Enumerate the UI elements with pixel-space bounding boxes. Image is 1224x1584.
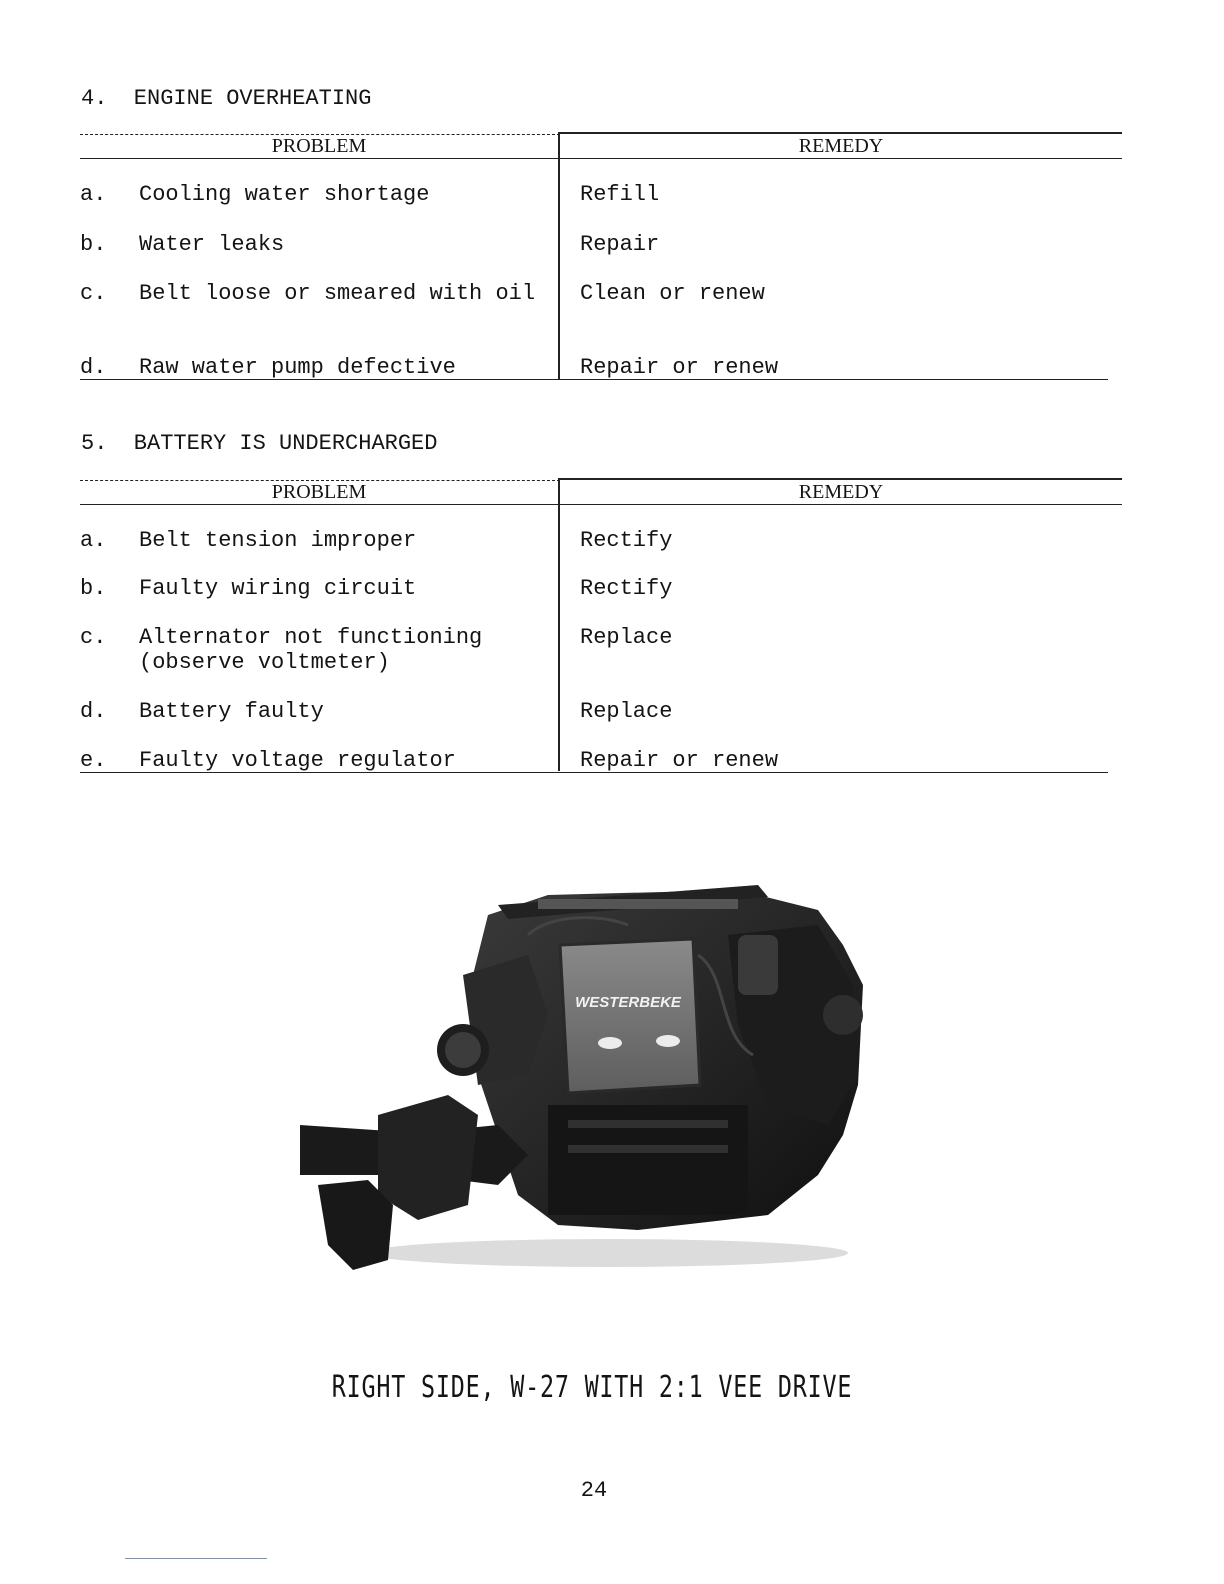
row-remedy: Repair or renew: [580, 748, 779, 773]
row-problem: Alternator not functioning (observe voltmeter): [139, 625, 483, 675]
row-remedy: Rectify: [580, 528, 673, 553]
row-problem: Belt loose or smeared with oil: [139, 281, 536, 306]
row-remedy: Replace: [580, 625, 673, 650]
column-header-remedy: REMEDY: [798, 135, 884, 157]
page-number: 24: [580, 1478, 608, 1503]
row-remedy: Refill: [580, 182, 660, 207]
table-column-divider: [558, 132, 560, 380]
troubleshooting-table-battery: [80, 480, 1122, 776]
engine-badge: WESTERBEKE: [575, 994, 681, 1011]
column-header-problem: PROBLEM: [271, 135, 367, 157]
engine-photo: [298, 875, 872, 1275]
table-rule-header: [80, 504, 1122, 505]
table-column-divider: [558, 478, 560, 771]
row-remedy: Rectify: [580, 576, 673, 601]
row-remedy: Repair: [580, 232, 660, 257]
row-remedy: Repair or renew: [580, 355, 779, 380]
row-letter: a.: [80, 182, 107, 207]
row-problem: Water leaks: [139, 232, 285, 257]
row-problem: Cooling water shortage: [139, 182, 430, 207]
row-letter: e.: [80, 748, 107, 773]
row-problem: Faulty voltage regulator: [139, 748, 456, 773]
column-header-remedy: REMEDY: [798, 481, 884, 503]
table-rule-bottom: [80, 379, 1108, 380]
footer-rule: [125, 1558, 267, 1559]
row-problem: Battery faulty: [139, 699, 324, 724]
row-problem: Belt tension improper: [139, 528, 417, 553]
row-problem: Raw water pump defective: [139, 355, 456, 380]
row-letter: c.: [80, 281, 107, 306]
row-remedy: Clean or renew: [580, 281, 765, 306]
row-letter: d.: [80, 355, 107, 380]
row-letter: c.: [80, 625, 107, 650]
row-letter: d.: [80, 699, 107, 724]
row-letter: a.: [80, 528, 107, 553]
table-rule-header: [80, 158, 1122, 159]
column-header-problem: PROBLEM: [271, 481, 367, 503]
row-letter: b.: [80, 576, 107, 601]
troubleshooting-table-overheating: [80, 134, 1122, 384]
section-title-battery-undercharged: 5. BATTERY IS UNDERCHARGED: [81, 431, 438, 456]
table-rule-bottom: [80, 772, 1108, 773]
section-title-engine-overheating: 4. ENGINE OVERHEATING: [81, 86, 372, 111]
row-problem: Faulty wiring circuit: [139, 576, 417, 601]
row-remedy: Replace: [580, 699, 673, 724]
row-letter: b.: [80, 232, 107, 257]
photo-caption: RIGHT SIDE, W-27 WITH 2:1 VEE DRIVE: [331, 1370, 853, 1405]
